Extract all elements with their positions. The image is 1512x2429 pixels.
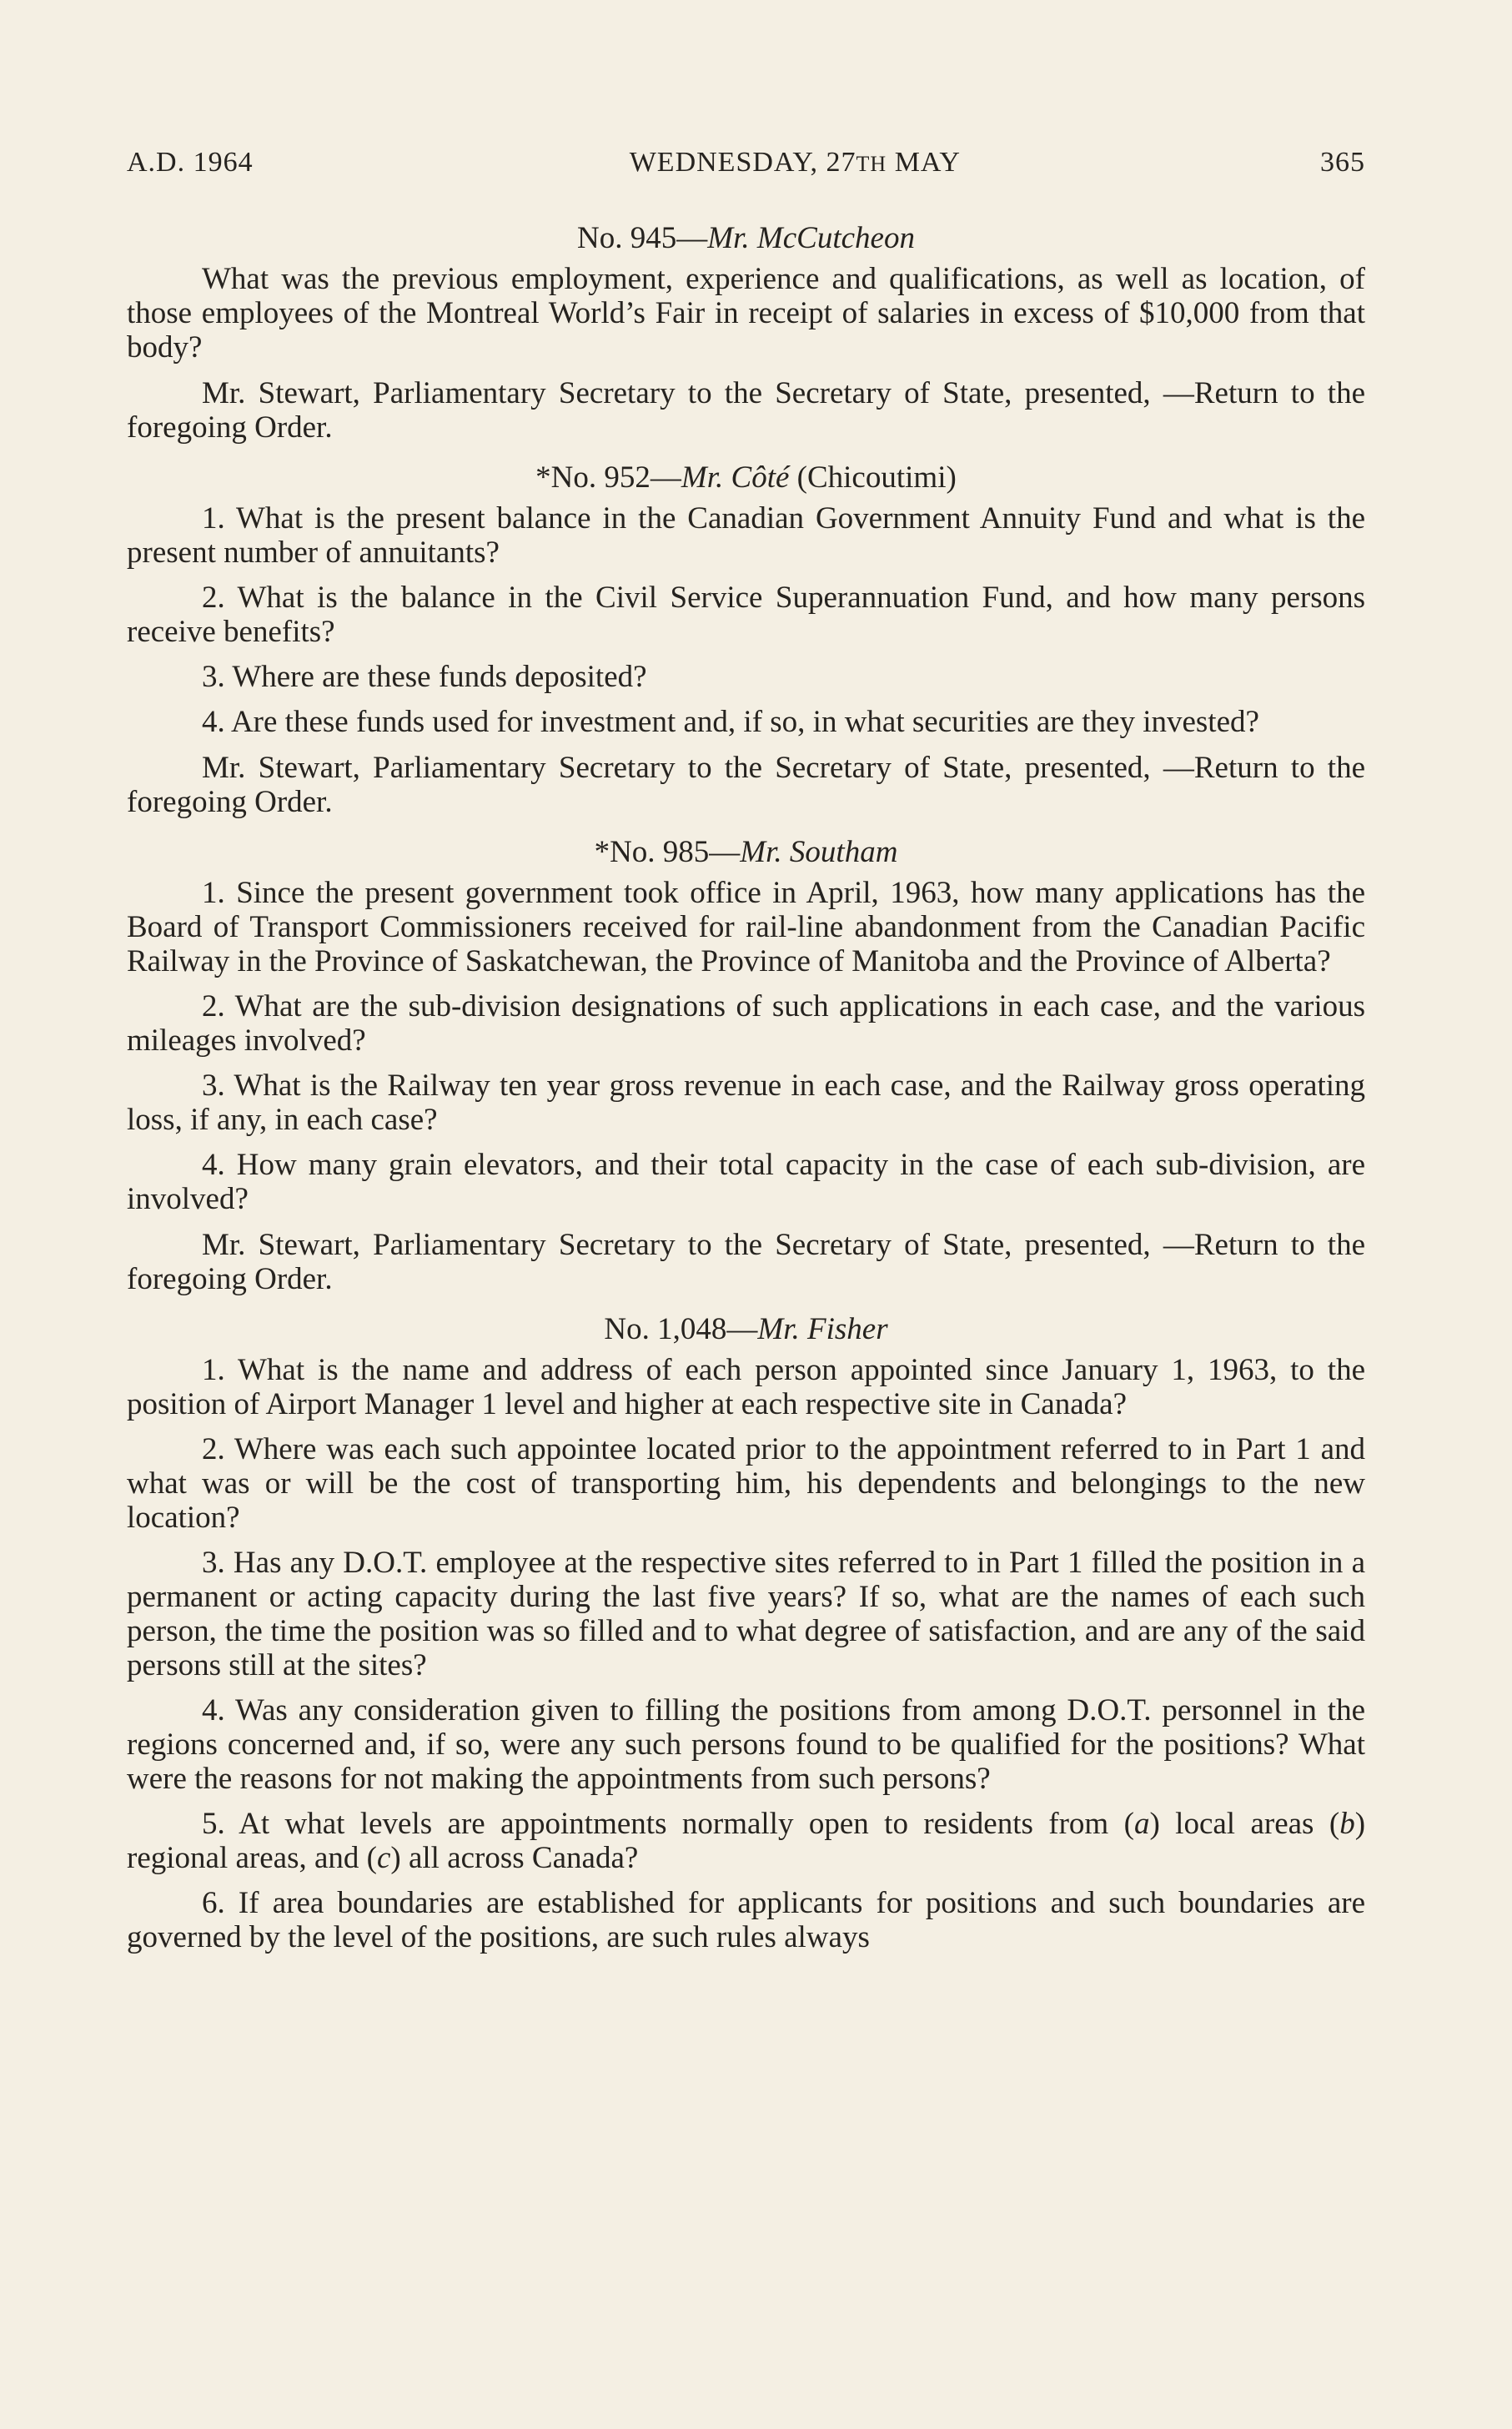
page-header (127, 147, 1365, 179)
question-title: No. 945—Mr. McCutcheon (577, 221, 915, 255)
question-item: 1. Since the present government took office in April, 1963, how many applications has the Board of Transport Commissioners received for rail-line abandonment from the Canadian Pacific Railway in the Province of Saskatchewan, the Province of Manitoba and the Province of Alberta? (127, 876, 1365, 978)
question-item: 3. Has any D.O.T. employee at the respective sites referred to in Part 1 filled the position in a permanent or acting capacity during the last five years? If so, what are the names of each such person, the time the position was so filled and to what degree of satisfaction, and are any of the said persons still at the sites? (127, 1546, 1365, 1682)
question-952 (127, 460, 1365, 819)
question-title: *No. 985—Mr. Southam (594, 835, 898, 869)
question-item: 1. What is the name and address of each person appointed since January 1, 1963, to the position of Airport Manager 1 level and higher at each respective site in Canada? (127, 1353, 1365, 1421)
return-statement: Mr. Stewart, Parliamentary Secretary to the Secretary of State, presented, —Return to the foregoing Order. (127, 1228, 1365, 1296)
header-date: WEDNESDAY, 27TH MAY (629, 147, 961, 178)
question-item: 2. What are the sub-division designations of such applications in each case, and the various mileages involved? (127, 989, 1365, 1058)
question-945 (127, 220, 1365, 445)
question-item: 6. If area boundaries are established for applicants for positions and such boundaries are governed by the level of the positions, are such rules always (127, 1886, 1365, 1954)
question-item: 4. Was any consideration given to filling the positions from among D.O.T. personnel in the regions concerned and, if so, were any such persons found to be qualified for the positions? What were the reasons for not making the appointments from such persons? (127, 1693, 1365, 1796)
header-year: A.D. 1964 (127, 147, 254, 178)
question-item: 3. Where are these funds deposited? (202, 660, 647, 694)
question-item: 3. What is the Railway ten year gross revenue in each case, and the Railway gross operating loss, if any, in each case? (127, 1069, 1365, 1137)
question-item: 1. What is the present balance in the Canadian Government Annuity Fund and what is the present number of annuitants? (127, 501, 1365, 570)
question-title: No. 1,048—Mr. Fisher (604, 1312, 888, 1346)
question-item: 5. At what levels are appointments normally open to residents from (a) local areas (b) regional areas, and (c) all across Canada? (127, 1807, 1366, 1875)
question-985 (127, 834, 1365, 1296)
return-statement: Mr. Stewart, Parliamentary Secretary to the Secretary of State, presented, —Return to the foregoing Order. (127, 751, 1365, 819)
question-item: 4. How many grain elevators, and their total capacity in the case of each sub-division, are involved? (127, 1148, 1365, 1216)
question-item: 4. Are these funds used for investment and, if so, in what securities are they invested? (202, 705, 1259, 739)
question-1048 (127, 1311, 1365, 1954)
question-text: What was the previous employment, experience and qualifications, as well as location, of those employees of the Montreal World’s Fair in receipt of salaries in excess of $10,000 from that body? (127, 262, 1365, 365)
question-item: 2. What is the balance in the Civil Service Superannuation Fund, and how many persons receive benefits? (127, 581, 1365, 649)
question-title: *No. 952—Mr. Côté (Chicoutimi) (535, 460, 957, 495)
page-number: 365 (1320, 147, 1365, 178)
return-statement: Mr. Stewart, Parliamentary Secretary to the Secretary of State, presented, —Return to the foregoing Order. (127, 376, 1365, 445)
question-item: 2. Where was each such appointee located prior to the appointment referred to in Part 1 and what was or will be the cost of transporting him, his dependents and belongings to the new location? (127, 1432, 1365, 1535)
